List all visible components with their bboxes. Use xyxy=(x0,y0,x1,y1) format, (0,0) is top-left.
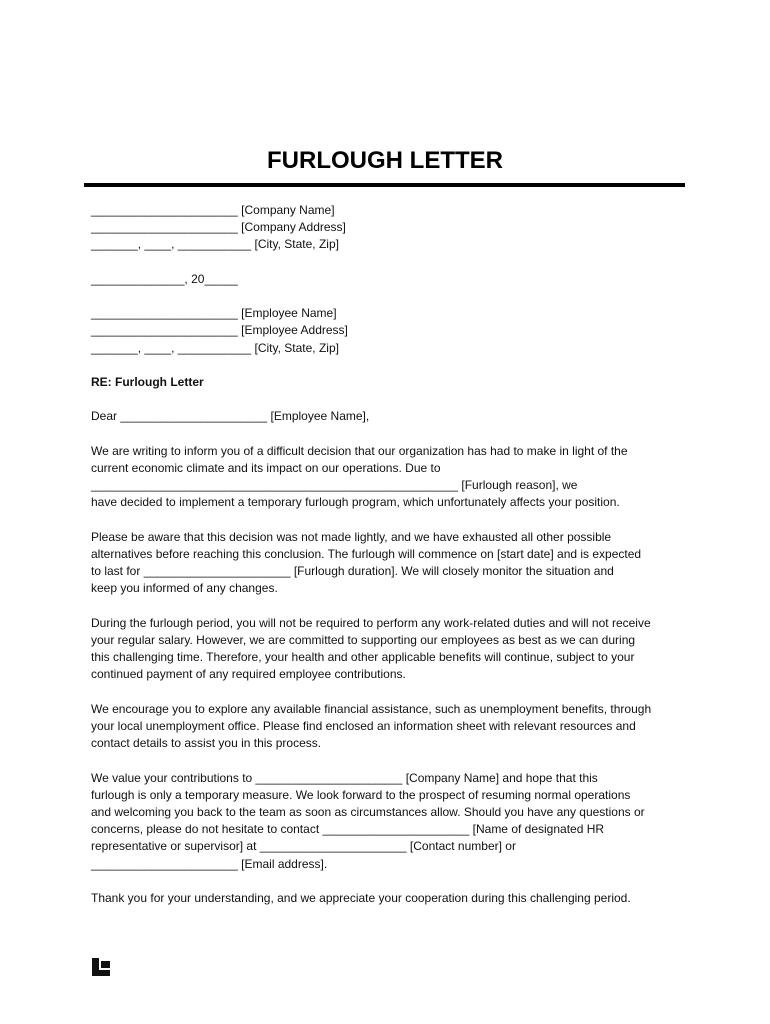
paragraph-line: have decided to implement a temporary furlough program, which unfortunately affects your position. xyxy=(91,495,620,510)
salutation: Dear ______________________ [Employee Name], xyxy=(91,409,370,424)
legal-templates-logo-icon xyxy=(92,958,110,976)
sender-company-address: ______________________ [Company Address] xyxy=(91,220,346,235)
sender-company-name: ______________________ [Company Name] xyxy=(91,203,335,217)
paragraph-line: alternatives before reaching this conclusion. The furlough will commence on [start date] and is expected xyxy=(91,546,642,561)
paragraph-line: this challenging time. Therefore, your health and other applicable benefits will continue, subject to your xyxy=(91,650,635,665)
paragraph-4 xyxy=(91,701,686,753)
paragraph-line: contact details to assist you in this process. xyxy=(91,736,322,751)
title-rule xyxy=(84,183,685,187)
paragraph-line: continued payment of any required employee contributions. xyxy=(91,667,406,682)
paragraph-3 xyxy=(91,615,686,684)
paragraph-2 xyxy=(91,529,686,598)
paragraph-line: ______________________ [Email address]. xyxy=(91,856,328,871)
paragraph-line: _______________________________________________________ [Furlough reason], we xyxy=(91,478,578,493)
paragraph-line: representative or supervisor] at ______________________ [Contact number] or xyxy=(91,839,516,854)
re-line: RE: Furlough Letter xyxy=(91,374,204,389)
recipient-employee-address: ______________________ [Employee Address] xyxy=(91,323,348,338)
paragraph-line: Thank you for your understanding, and we appreciate your cooperation during this challenging period. xyxy=(91,890,631,905)
paragraph-line: We encourage you to explore any available financial assistance, such as unemployment benefits, through xyxy=(91,701,652,716)
recipient-city-state-zip: _______, ____, ___________ [City, State, Zip] xyxy=(91,340,339,355)
paragraph-line: your local unemployment office. Please find enclosed an information sheet with relevant resources and xyxy=(91,718,636,733)
paragraph-line: concerns, please do not hesitate to contact ______________________ [Name of designated HR xyxy=(91,822,605,837)
sender-city-state-zip: _______, ____, ___________ [City, State, Zip] xyxy=(91,237,339,252)
paragraph-5 xyxy=(91,770,686,873)
paragraph-line: and welcoming you back to the team as soon as circumstances allow. Should you have any questions or xyxy=(91,804,645,819)
date-line: ______________, 20_____ xyxy=(91,271,238,286)
paragraph-line: Please be aware that this decision was not made lightly, and we have exhausted all other possible xyxy=(91,529,612,544)
recipient-employee-name: ______________________ [Employee Name] xyxy=(91,306,337,321)
paragraph-1 xyxy=(91,443,686,512)
recipient-block xyxy=(91,305,686,357)
paragraph-line: to last for ______________________ [Furlough duration]. We will closely monitor the situation and xyxy=(91,564,614,579)
sender-block xyxy=(91,202,686,254)
paragraph-line: We value your contributions to ______________________ [Company Name] and hope that this xyxy=(91,770,598,785)
page-title: FURLOUGH LETTER xyxy=(267,147,503,174)
letter-body xyxy=(91,202,686,907)
paragraph-line: current economic climate and its impact on our operations. Due to xyxy=(91,460,441,475)
paragraph-line: your regular salary. However, we are committed to supporting our employees as best as we can during xyxy=(91,632,636,647)
paragraph-line: keep you informed of any changes. xyxy=(91,581,278,596)
paragraph-line: We are writing to inform you of a difficult decision that our organization has had to make in light of the xyxy=(91,443,628,458)
paragraph-line: furlough is only a temporary measure. We look forward to the prospect of resuming normal operations xyxy=(91,787,631,802)
paragraph-6 xyxy=(91,890,686,907)
paragraph-line: During the furlough period, you will not be required to perform any work-related duties and will not receive xyxy=(91,615,651,630)
